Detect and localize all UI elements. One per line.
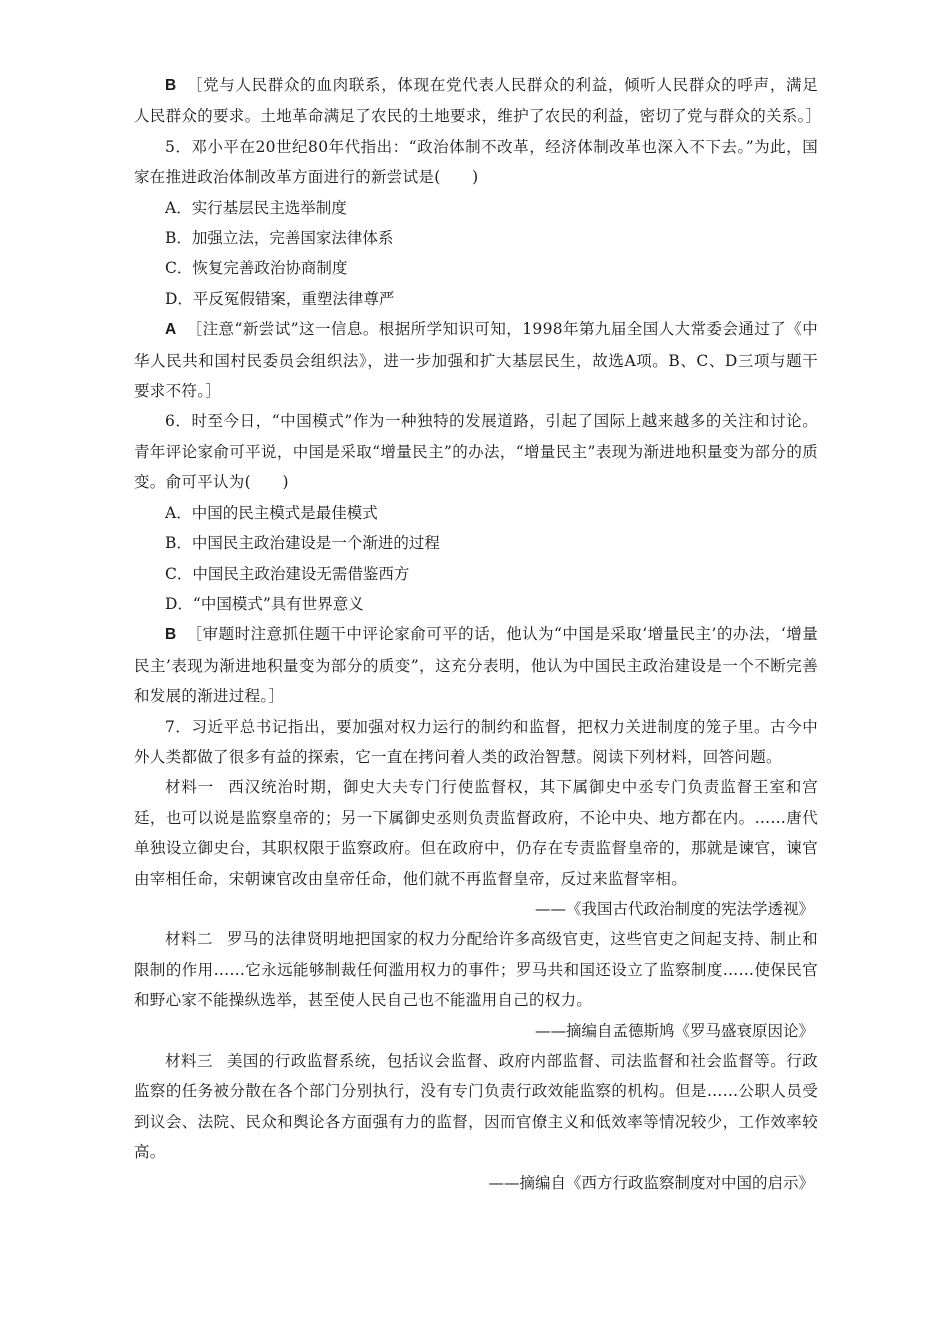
answer-letter: B — [165, 626, 177, 644]
option-6c: C．中国民主政治建设无需借鉴西方 — [165, 564, 410, 583]
material-text: 西汉统治时期，御史大夫专门行使监督权，其下属御史中丞专门负责监督王室和宫廷，也可以说是监察皇帝的；另一下属御史丞则负责监督政府，不论中央、地方都在内。……唐代单独设立御史台，其职权限于监察政府。但在政府中，仍存在专责监督皇帝的，那就是谏官，谏官由宰相任命，宋朝谏官改由皇帝任命，他们就不再监督皇帝，反过来监督宰相。 — [134, 778, 818, 888]
answer-q4 — [134, 70, 822, 132]
material-text: 美国的行政监督系统，包括议会监督、政府内部监督、司法监督和社会监督等。行政监察的任务被分散在各个部门分别执行，没有专门负责行政效能监察的机构。但是……公职人员受到议会、法院、民众和舆论各方面强有力的监督，因而官僚主义和低效率等情况较少，工作效率较高。 — [134, 1052, 818, 1162]
option-6a: A．中国的民主模式是最佳模式 — [165, 503, 378, 522]
material-2 — [134, 924, 818, 1015]
answer-letter: A — [165, 321, 177, 339]
material-1-source: ——《我国古代政治制度的宪法学透视》 — [534, 899, 814, 918]
material-1 — [134, 772, 818, 894]
material-label: 材料二 — [165, 930, 213, 949]
material-2-source: ——摘编自孟德斯鸠《罗马盛衰原因论》 — [534, 1021, 814, 1040]
document-page — [134, 70, 822, 1198]
question-6: 6．时至今日，“中国模式”作为一种独特的发展道路，引起了国际上越来越多的关注和讨论。青年评论家俞可平说，中国是采取“增量民主”的办法，“增量民主”表现为渐进地积量变为部分的质变。俞可平认为( ) — [134, 412, 818, 492]
option-5c: C．恢复完善政治协商制度 — [165, 259, 348, 278]
question-7: 7．习近平总书记指出，要加强对权力运行的制约和监督，把权力关进制度的笼子里。古今中外人类都做了很多有益的探索，它一直在拷问着人类的政治智慧。阅读下列材料，回答问题。 — [134, 717, 818, 766]
material-3-source: ——摘编自《西方行政监察制度对中国的启示》 — [488, 1173, 814, 1192]
question-5: 5．邓小平在20世纪80年代指出：“政治体制不改革，经济体制改革也深入不下去。”为此，国家在推进政治体制改革方面进行的新尝试是( ) — [134, 137, 818, 187]
material-text: 罗马的法律贤明地把国家的权力分配给许多高级官吏，这些官吏之间起支持、制止和限制的作用……它永远能够制裁任何滥用权力的事件；罗马共和国还设立了监察制度……使保民官和野心家不能操纵选举，甚至使人民自己也不能滥用自己的权力。 — [134, 930, 818, 1010]
answer-explanation: ［党与人民群众的血肉联系，体现在党代表人民群众的利益，倾听人民群众的呼声，满足人民群众的要求。土地革命满足了农民的土地要求，维护了农民的利益，密切了党与群众的关系。］ — [134, 76, 822, 126]
material-3 — [134, 1046, 818, 1168]
option-6b: B．中国民主政治建设是一个渐进的过程 — [165, 534, 440, 553]
option-6d: D．“中国模式”具有世界意义 — [165, 594, 364, 613]
answer-q6 — [134, 619, 818, 711]
option-5a: A．实行基层民主选举制度 — [165, 198, 347, 217]
material-label: 材料三 — [165, 1052, 213, 1070]
material-label: 材料一 — [165, 778, 215, 797]
answer-letter: B — [165, 77, 177, 94]
answer-q5 — [134, 314, 818, 406]
answer-explanation: ［注意“新尝试”这一信息。根据所学知识可知，1998年第九届全国人大常委会通过了《中华人民共和国村民委员会组织法》，进一步加强和扩大基层民生，故选A项。B、C、D三项与题干要求不符。］ — [134, 320, 818, 401]
answer-explanation: ［审题时注意抓住题干中评论家俞可平的话，他认为“中国是采取‘增量民主’的办法，‘增量民主’表现为渐进地积量变为部分的质变”，这充分表明，他认为中国民主政治建设是一个不断完善和发展的渐进过程。］ — [134, 625, 818, 706]
option-5d: D．平反冤假错案，重塑法律尊严 — [165, 289, 395, 308]
option-5b: B．加强立法，完善国家法律体系 — [165, 229, 394, 248]
